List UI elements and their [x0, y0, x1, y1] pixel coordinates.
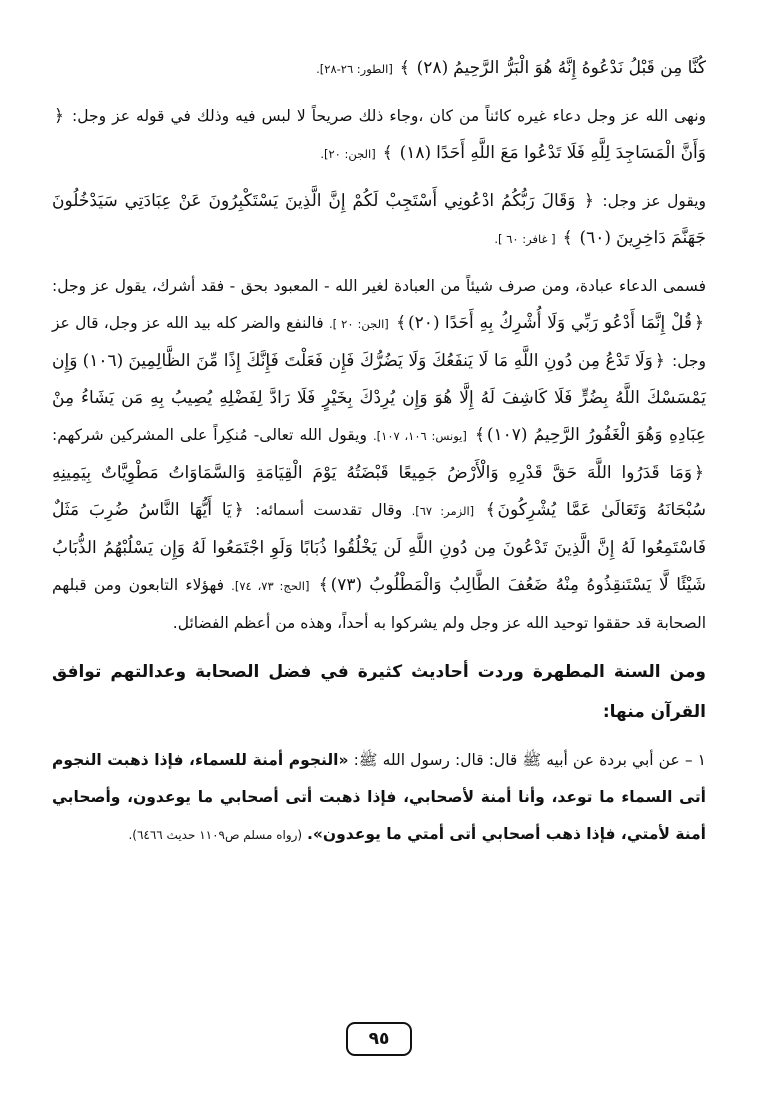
- body-text: فالنفع والضر كله بيد الله عز وجل، قال عز وجل:: [52, 314, 706, 370]
- verse-open-ornament: ﴿: [583, 191, 594, 211]
- verse-close-ornament: ﴾: [562, 228, 573, 248]
- verse-close-ornament: ﴾: [382, 143, 393, 163]
- body-text: وقال تقدست أسمائه:: [255, 501, 403, 519]
- verse-number: (٧٣): [330, 575, 363, 595]
- page-number: ٩٥: [368, 1029, 390, 1049]
- body-text: ويقول الله تعالى- مُنكِراً على المشركين شركهم:: [52, 426, 367, 444]
- verse-number: (١٠٦): [82, 351, 124, 371]
- verse-citation: [الجن: ٢٠ ].: [328, 317, 389, 331]
- quran-verse: وَإِن يَمْسَسْكَ اللَّهُ بِضُرٍّ فَلَا كَاشِفَ لَهُ إِلَّا هُوَ وَإِن يُرِدْكَ بِخَيْرٍ فَلَا رَادَّ لِفَضْلِهِ يُصِيبُ بِهِ مَن يَشَاءُ مِنْ عِبَادِهِ وَهُوَ الْغَفُورُ الرَّحِيمُ: [52, 351, 706, 445]
- paragraph-worship: [52, 268, 706, 642]
- body-text: فهؤلاء التابعون ومن قبلهم الصحابة قد حققوا توحيد الله عز وجل ولم يشركوا به أحداً، وهذه من أعظم الفضائل.: [52, 576, 706, 632]
- verse-close-ornament: ﴾: [485, 500, 496, 520]
- hadith-paragraph: [52, 742, 706, 854]
- verse-citation: [يونس: ١٠٦، ١٠٧].: [372, 429, 467, 443]
- verse-citation: [الزمر: ٦٧].: [411, 504, 475, 518]
- body-text: فسمى الدعاء عبادة، ومن صرف شيئاً من العبادة لغير الله - المعبود بحق - فقد أشرك، يقول عز وجل:: [52, 277, 706, 295]
- verse-citation: [الحج: ٧٣، ٧٤].: [231, 579, 310, 593]
- paragraph-verse-tur: [52, 50, 706, 88]
- body-text: ويقول عز وجل:: [602, 192, 706, 210]
- verse-number: (٦٠): [579, 228, 612, 248]
- quran-verse: وَمَا قَدَرُوا اللَّهَ حَقَّ قَدْرِهِ وَالْأَرْضُ جَمِيعًا قَبْضَتُهُ يَوْمَ الْقِيَامَةِ وَالسَّمَاوَاتُ مَطْوِيَّاتٌ بِيَمِينِهِ سُبْحَانَهُ وَتَعَالَىٰ عَمَّا يُشْرِكُونَ: [52, 463, 706, 520]
- verse-close-ornament: ﴾: [396, 313, 407, 333]
- quran-verse: يَا أَيُّهَا النَّاسُ ضُرِبَ مَثَلٌ فَاسْتَمِعُوا لَهُ إِنَّ الَّذِينَ تَدْعُونَ مِن دُونِ اللَّهِ لَن يَخْلُقُوا ذُبَابًا وَلَوِ اجْتَمَعُوا لَهُ وَإِن يَسْلُبْهُمُ الذُّبَابُ شَيْئًا لَّا يَسْتَنقِذُوهُ مِنْهُ ضَعُفَ الطَّالِبُ وَالْمَطْلُوبُ: [52, 500, 706, 595]
- paragraph-prohibition: [52, 98, 706, 173]
- quran-verse: وَقَالَ رَبُّكُمُ ادْعُونِي أَسْتَجِبْ لَكُمْ إِنَّ الَّذِينَ يَسْتَكْبِرُونَ عَنْ عِبَادَتِي سَيَدْخُلُونَ جَهَنَّمَ دَاخِرِينَ: [52, 191, 706, 248]
- verse-close-ornament: ﴾: [474, 425, 485, 445]
- verse-open-ornament: ﴿: [54, 106, 64, 126]
- paragraph-ghafir: [52, 183, 706, 258]
- verse-number: (٢٠): [408, 313, 440, 333]
- hadith-text: «النجوم أمنة للسماء، فإذا ذهبت النجوم أتى السماء ما توعد، وأنا أمنة لأصحابي، فإذا ذهبت أتى أصحابي ما يوعدون، وأصحابي أمنة لأمتي، فإذا ذهب أصحابي أتى أمتي ما يوعدون».: [52, 751, 706, 843]
- verse-open-ornament: ﴿: [694, 313, 704, 333]
- quran-verse: قُلْ إِنَّمَا أَدْعُو رَبِّي وَلَا أُشْرِكُ بِهِ أَحَدًا: [444, 313, 693, 333]
- verse-close-ornament: ﴾: [399, 58, 410, 78]
- quran-verse: وَأَنَّ الْمَسَاجِدَ لِلَّهِ فَلَا تَدْعُوا مَعَ اللَّهِ أَحَدًا: [436, 143, 706, 163]
- page-number-frame: [346, 1022, 412, 1056]
- verse-open-ornament: ﴿: [233, 500, 244, 520]
- verse-citation: [ غافر: ٦٠ ].: [494, 232, 556, 246]
- section-heading: ومن السنة المطهرة وردت أحاديث كثيرة في فضل الصحابة وعدالتهم توافق القرآن منها:: [52, 662, 706, 722]
- verse-number: (٢٨): [416, 58, 449, 78]
- verse-citation: [الجن: ٢٠].: [320, 147, 376, 161]
- verse-open-ornament: ﴿: [654, 351, 665, 371]
- verse-close-ornament: ﴾: [318, 575, 329, 595]
- hadith-intro: ١ – عن أبي بردة عن أبيه ﷺ قال: قال: رسول الله ﷺ:: [353, 751, 706, 769]
- verse-number: (١٠٧): [486, 425, 528, 445]
- hadith-citation: (رواه مسلم ص١١٠٩ حديث ٦٤٦٦).: [128, 828, 303, 842]
- verse-citation: [الطور: ٢٦-٢٨].: [316, 62, 393, 76]
- body-text: ونهى الله عز وجل دعاء غيره كائناً من كان ،وجاء ذلك صريحاً لا لبس فيه وذلك في قوله عز وجل:: [72, 107, 706, 125]
- verse-open-ornament: ﴿: [694, 463, 704, 483]
- verse-number: (١٨): [399, 143, 432, 163]
- quran-verse: كُنَّا مِن قَبْلُ نَدْعُوهُ إِنَّهُ هُوَ الْبَرُّ الرَّحِيمُ: [453, 58, 706, 78]
- quran-verse: وَلَا تَدْعُ مِن دُونِ اللَّهِ مَا لَا يَنفَعُكَ وَلَا يَضُرُّكَ فَإِن فَعَلْتَ فَإِنَّكَ إِذًا مِّنَ الظَّالِمِينَ: [128, 351, 653, 371]
